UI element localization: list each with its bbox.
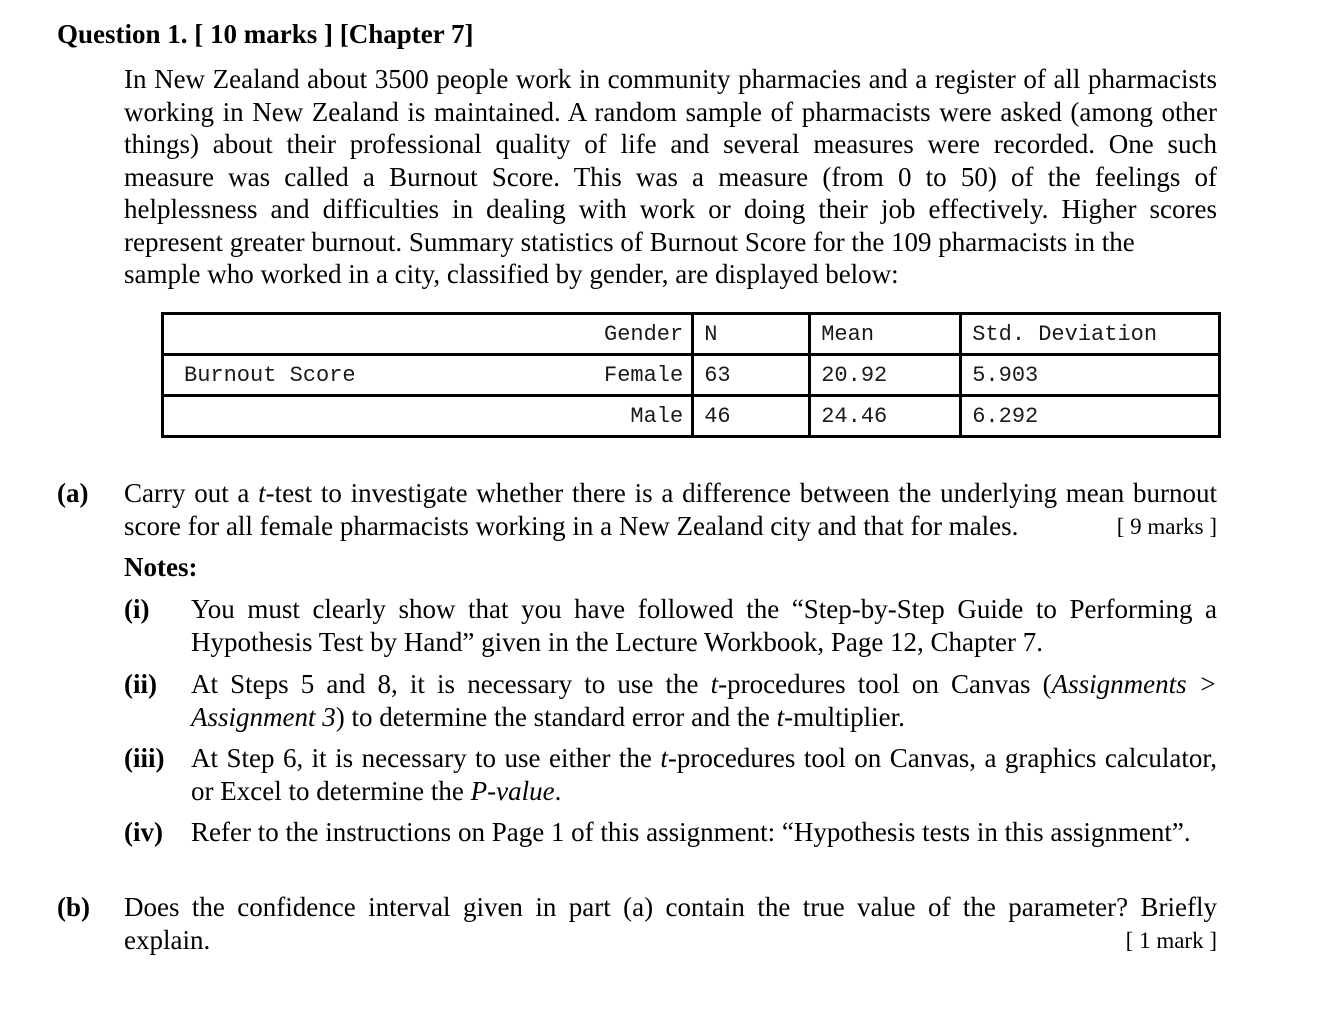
note-text-iv: Refer to the instructions on Page 1 of this assignment: “Hypothesis tests in this assignment”.: [191, 817, 1191, 847]
intro-body: In New Zealand about 3500 people work in community pharmacies and a register of all pharmacists working in New Zealand is maintained. A random sample of pharmacists were asked (among other things) about their professional quality of life and several measures were recorded. One such measure was called a Burnout Score. This was a measure (from 0 to 50) of the feelings of helplessness and difficulties in dealing with work or doing their job effectively. Higher scores represent greater burnout. Summary statistics of Burnout Score for the 109 pharmacists in the: [124, 64, 1217, 257]
part-a-text-pre: Carry out a: [124, 478, 259, 508]
part-a-marks: [ 9 marks ]: [1116, 514, 1217, 539]
table-header-mean: Mean: [810, 314, 961, 355]
intro-paragraph: [124, 63, 1217, 291]
question-title: Question 1. [ 10 marks ] [Chapter 7]: [57, 19, 474, 49]
note-iii-p-value: P-value: [470, 775, 555, 806]
note-text-ii: [191, 668, 1217, 733]
note-ii-part-1: At Steps 5 and 8, it is necessary to use the: [191, 669, 711, 699]
table-cell-n: 63: [693, 355, 810, 396]
note-text-iii: [191, 742, 1217, 807]
note-label-iv: (iv): [124, 817, 163, 847]
part-a-label: (a): [57, 478, 89, 508]
part-b-text: Does the confidence interval given in part (a) contain the true value of the parameter? Briefly explain.: [124, 892, 1217, 955]
table-header-n: N: [693, 314, 810, 355]
note-label-ii: (ii): [124, 669, 157, 699]
table-header-row: [163, 314, 1220, 355]
table-cell-gender: Female: [604, 355, 693, 396]
note-iii-part-1: At Step 6, it is necessary to use either the: [191, 743, 661, 773]
table-row: [163, 396, 1220, 437]
table-header-blank: [163, 314, 605, 355]
note-iii-t-italic: t: [660, 743, 668, 773]
note-ii-t-italic: t: [710, 669, 719, 699]
table-header-sd: Std. Deviation: [961, 314, 1220, 355]
part-a-t-italic: t: [258, 478, 266, 508]
table-cell-n: 46: [693, 396, 810, 437]
table-cell-mean: 24.46: [810, 396, 961, 437]
table-cell-gender: Male: [604, 396, 693, 437]
note-text-i: You must clearly show that you have followed the “Step-by-Step Guide to Performing a Hypothesis Test by Hand” given in the Lecture Workbook, Page 12, Chapter 7.: [191, 594, 1217, 657]
table-cell-sd: 6.292: [961, 396, 1220, 437]
note-iii-part-3: .: [554, 775, 562, 806]
burnout-summary-table: [161, 312, 1221, 438]
part-b-label: (b): [57, 892, 90, 922]
part-b-marks: [ 1 mark ]: [1125, 928, 1217, 953]
note-ii-t-italic-2: t: [776, 701, 785, 732]
part-a-text: [124, 477, 1217, 542]
note-ii-part-3: ) to determine the standard error and the: [335, 701, 777, 732]
table-header-gender: Gender: [604, 314, 693, 355]
note-label-iii: (iii): [124, 743, 165, 773]
note-ii-canvas-path: Assignments > Assignment 3: [191, 669, 1217, 732]
notes-title: Notes:: [124, 552, 198, 582]
table-variable-label: Burnout Score: [163, 355, 605, 396]
table-variable-blank: [163, 396, 605, 437]
intro-last-line: sample who worked in a city, classified by gender, are displayed below:: [124, 259, 899, 289]
note-iii-part-2: -procedures tool on Canvas, a graphics calculator, or Excel to determine the: [191, 743, 1217, 806]
table-cell-mean: 20.92: [810, 355, 961, 396]
note-label-i: (i): [124, 594, 150, 624]
table-row: [163, 355, 1220, 396]
note-ii-part-2: -procedures tool on Canvas (: [718, 669, 1052, 699]
part-a-text-post: -test to investigate whether there is a difference between the underlying mean burnout score for all female pharmacists working in a New Zealand city and that for males.: [124, 478, 1217, 541]
table-cell-sd: 5.903: [961, 355, 1220, 396]
note-ii-part-4: -multiplier.: [784, 701, 905, 732]
